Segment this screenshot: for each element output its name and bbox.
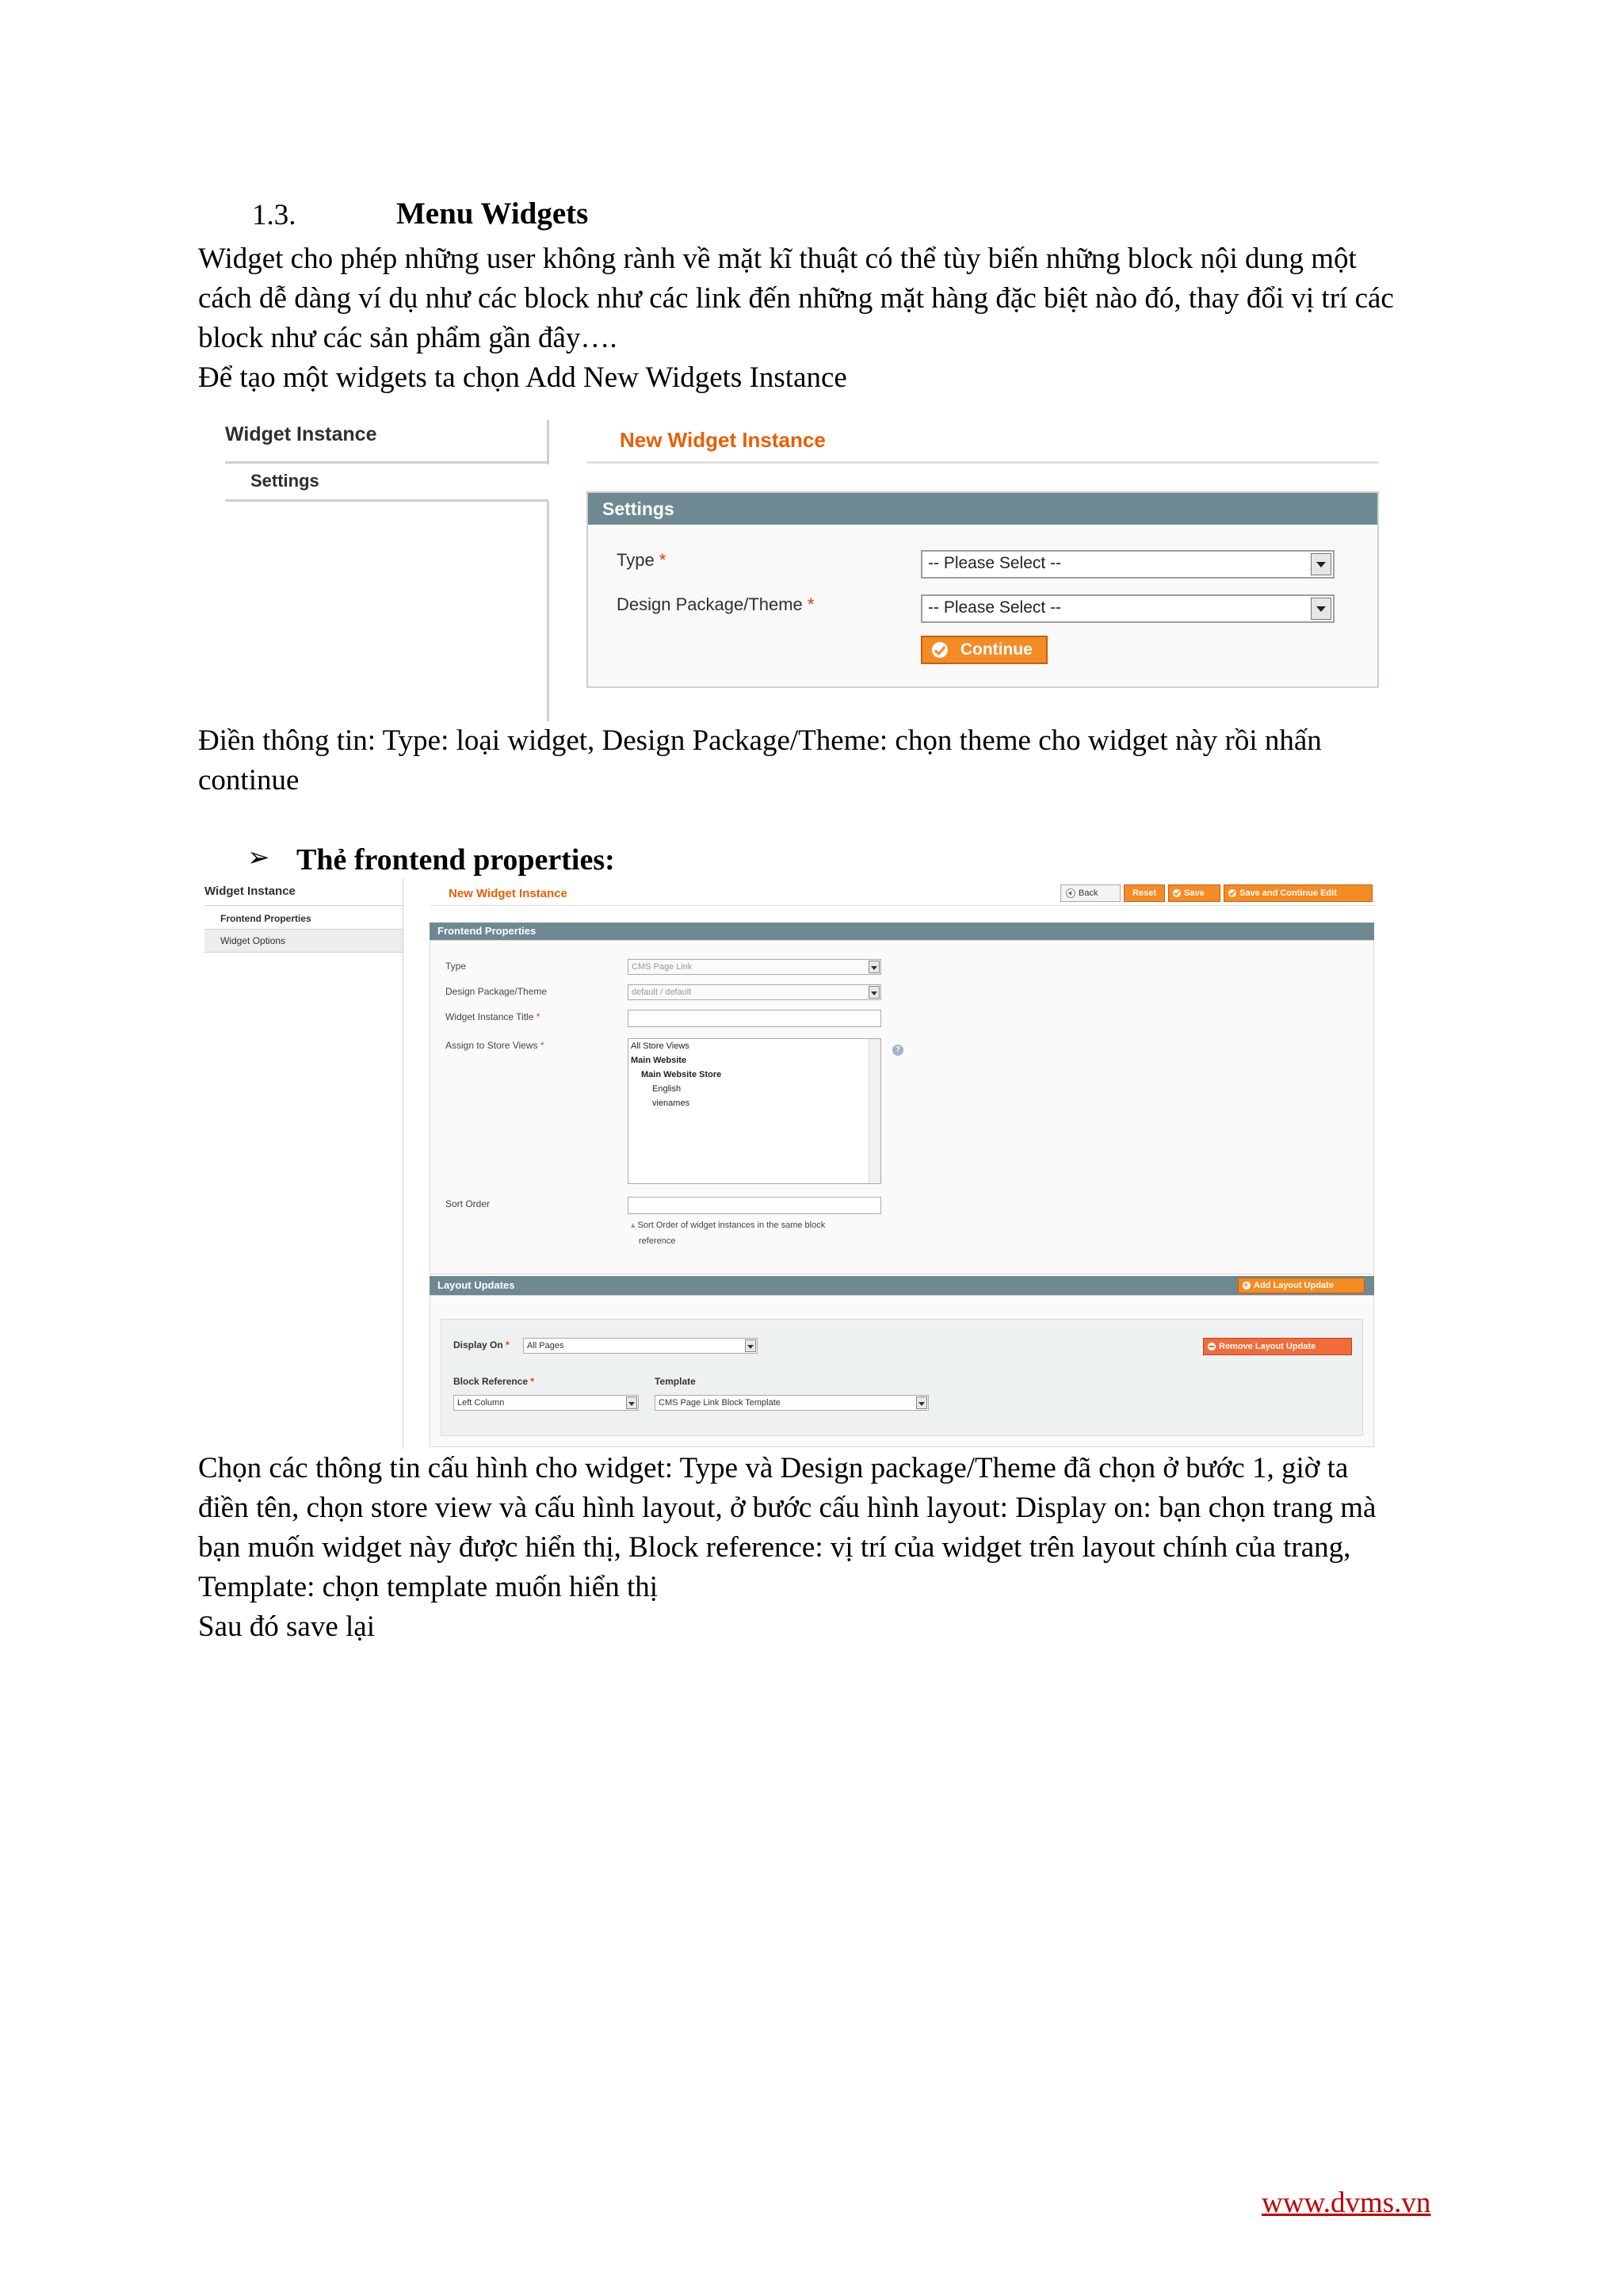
- template-select[interactable]: CMS Page Link Block Template: [655, 1395, 929, 1411]
- chevron-down-icon: [1311, 598, 1331, 620]
- section-title: Menu Widgets: [396, 197, 589, 231]
- sidebar-title: Widget Instance: [225, 423, 377, 445]
- divider: [586, 461, 1379, 464]
- intro-line-2: cách dễ dàng ví dụ như các block như các link đến những mặt hàng đặc biệt nào đó, thay đổi vị trí các: [198, 282, 1394, 315]
- intro-line-1: Widget cho phép những user không rành về mặt kĩ thuật có thể tùy biến những block nội dung một: [198, 243, 1357, 275]
- plus-icon: [1243, 1282, 1251, 1289]
- frontend-properties-heading: Thẻ frontend properties:: [296, 843, 615, 877]
- screenshot-frontend-properties: [203, 878, 1384, 1449]
- frontend-properties-fieldset: [430, 940, 1374, 1274]
- minus-icon: [1208, 1343, 1216, 1350]
- page-title: New Widget Instance: [449, 887, 567, 900]
- store-view-option: Main Website: [631, 1056, 687, 1065]
- footer-website-link[interactable]: www.dvms.vn: [1262, 2187, 1431, 2219]
- divider: [225, 499, 548, 502]
- widget-title-input[interactable]: [628, 1010, 881, 1027]
- design-package-select[interactable]: default / default: [628, 984, 881, 1000]
- widget-title-label: Widget Instance Title *: [445, 1011, 540, 1022]
- frontend-properties-header: Frontend Properties: [430, 923, 1374, 940]
- closing-line-3: bạn muốn widget này được hiển thị, Block reference: vị trí của widget trên layout chính của trang,: [198, 1531, 1351, 1564]
- type-select[interactable]: -- Please Select --: [921, 550, 1335, 579]
- chevron-down-icon: [745, 1339, 756, 1352]
- assign-store-views-label: Assign to Store Views *: [445, 1040, 544, 1051]
- sidebar-title: Widget Instance: [204, 884, 296, 898]
- store-view-option[interactable]: vienames: [652, 1098, 690, 1108]
- block-reference-select[interactable]: Left Column: [453, 1395, 639, 1411]
- section-number: 1.3.: [252, 199, 296, 231]
- add-layout-update-button[interactable]: + Add Layout Update: [1238, 1278, 1365, 1293]
- back-button[interactable]: Back: [1060, 884, 1121, 902]
- store-view-option[interactable]: All Store Views: [631, 1041, 689, 1051]
- arrow-bullet-icon: ➢: [247, 842, 270, 873]
- divider: [204, 905, 403, 906]
- intro-line-3: block như các sản phẩm gần đây….: [198, 322, 617, 354]
- divider: [430, 905, 1374, 906]
- chevron-down-icon: [869, 986, 880, 999]
- sort-order-input[interactable]: [628, 1197, 881, 1214]
- closing-line-1: Chọn các thông tin cấu hình cho widget: Type và Design package/Theme đã chọn ở bước 1, giờ ta: [198, 1452, 1349, 1484]
- template-label: Template: [655, 1376, 696, 1387]
- help-icon[interactable]: ?: [892, 1045, 903, 1056]
- closing-line-2: điền tên, chọn store view và cấu hình layout, ở bước cấu hình layout: Display on: bạn chọn trang mà: [198, 1492, 1377, 1524]
- save-button[interactable]: Save: [1168, 884, 1220, 902]
- chevron-down-icon: [916, 1396, 927, 1409]
- design-package-label: Design Package/Theme *: [617, 594, 815, 614]
- sidebar-item-settings[interactable]: Settings: [250, 471, 319, 491]
- check-icon: [932, 642, 948, 658]
- mid-line-1: Điền thông tin: Type: loại widget, Design Package/Theme: chọn theme cho widget này rồi nhấn: [198, 724, 1322, 757]
- check-icon: [1173, 889, 1181, 897]
- type-label: Type: [445, 961, 467, 972]
- type-select[interactable]: CMS Page Link: [628, 959, 881, 975]
- display-on-label: Display On *: [453, 1339, 510, 1350]
- type-label: Type *: [617, 550, 666, 570]
- sort-order-label: Sort Order: [445, 1198, 491, 1209]
- page-title: New Widget Instance: [620, 428, 826, 452]
- display-on-select[interactable]: All Pages: [523, 1338, 758, 1354]
- closing-line-5: Sau đó save lại: [198, 1610, 375, 1643]
- scrollbar[interactable]: [869, 1039, 880, 1183]
- screenshot-new-widget-settings: [222, 420, 1395, 721]
- continue-button[interactable]: Continue: [921, 636, 1048, 664]
- block-reference-label: Block Reference *: [453, 1376, 535, 1387]
- back-icon: [1066, 888, 1075, 898]
- sidebar-item-widget-options[interactable]: Widget Options: [220, 935, 286, 946]
- chevron-down-icon: [626, 1396, 637, 1409]
- store-view-option: Main Website Store: [641, 1070, 722, 1079]
- closing-line-4: Template: chọn template muốn hiển thị: [198, 1571, 659, 1603]
- divider: [547, 420, 549, 464]
- settings-fieldset: [586, 491, 1379, 688]
- remove-layout-update-button[interactable]: Remove Layout Update: [1203, 1338, 1352, 1355]
- save-and-continue-button[interactable]: Save and Continue Edit: [1224, 884, 1373, 902]
- sort-order-note: ▴ Sort Order of widget instances in the same block reference: [631, 1221, 826, 1246]
- divider: [547, 501, 549, 721]
- store-views-multiselect[interactable]: [628, 1038, 881, 1184]
- chevron-down-icon: [869, 961, 880, 973]
- note-arrow-icon: ▴: [631, 1221, 636, 1230]
- divider: [204, 952, 403, 953]
- design-package-label: Design Package/Theme: [445, 986, 548, 997]
- design-package-select[interactable]: -- Please Select --: [921, 594, 1335, 623]
- mid-line-2: continue: [198, 764, 300, 797]
- divider: [225, 461, 548, 464]
- check-icon: [1228, 889, 1236, 897]
- layout-update-item: [441, 1319, 1363, 1436]
- chevron-down-icon: [1311, 553, 1331, 575]
- intro-line-4: Để tạo một widgets ta chọn Add New Widgets Instance: [198, 361, 847, 394]
- sidebar-item-frontend-properties[interactable]: Frontend Properties: [220, 913, 311, 924]
- layout-updates-header: Layout Updates: [430, 1276, 1374, 1295]
- store-view-option[interactable]: English: [652, 1084, 682, 1094]
- settings-header: Settings: [588, 493, 1377, 525]
- reset-button[interactable]: Reset: [1124, 884, 1165, 902]
